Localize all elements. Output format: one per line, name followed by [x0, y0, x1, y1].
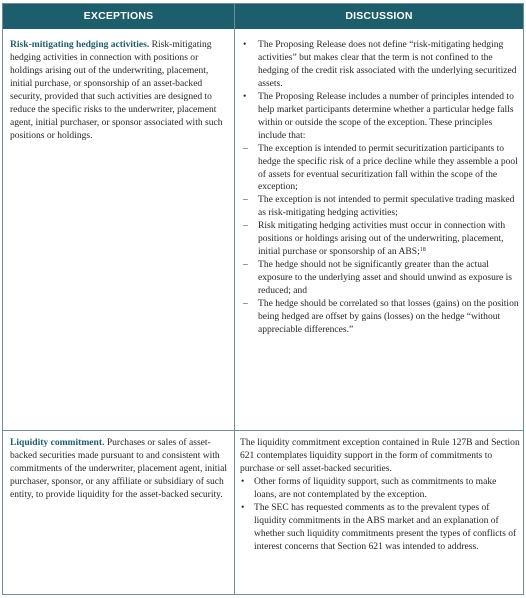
discussion-cell-hedging — [240, 39, 520, 337]
list-item: • Other forms of liquidity support, such as commitments to make loans, are not contemplated by the exception. — [240, 476, 520, 502]
footnote-ref: 18 — [419, 247, 426, 254]
exception-text-hedging: Risk-mitigating hedging activities in connection with positions or holdings arising out of the underwriting, placement, initial purchase, or sponsorship of an asset-backed security, provided that such activities are designed to reduce the specific risks to the underwriter, placement agent, initial purchaser, or sponsor associated with such positions or holdings. — [10, 39, 223, 141]
header-exceptions: EXCEPTIONS — [3, 4, 234, 29]
discussion-bullets-hedging — [240, 39, 520, 143]
row-divider — [3, 430, 523, 431]
discussion-cell-liquidity — [240, 437, 520, 554]
term-hedging: Risk-mitigating hedging activities — [10, 39, 147, 50]
exception-text-liquidity: Purchases or sales of asset-backed securities made pursuant to and consistent with commitments of the underwriter, placement agent, initial purchaser, sponsor, or any affiliate or subsidiary of such entity, to provide liquidity for the asset-backed security. — [10, 437, 228, 500]
discussion-intro-liquidity: The liquidity commitment exception contained in Rule 127B and Section 621 contemplates liquidity support in the form of commitments to purchase or sell asset-backed securities. — [240, 437, 520, 474]
column-divider — [234, 4, 235, 594]
exceptions-table — [2, 3, 524, 595]
list-item — [240, 220, 520, 259]
term-liquidity: Liquidity commitment — [10, 437, 103, 448]
list-item: – The hedge should be correlated so that losses (gains) on the position being hedged are offset by gains (losses) on the hedge “without appreciable differences.” — [240, 298, 520, 337]
header-discussion: DISCUSSION — [235, 4, 523, 29]
list-item: • The Proposing Release includes a number of principles intended to help market participants determine whether a particular hedge falls within or outside the scope of the exception. These principles include that: — [240, 91, 520, 143]
list-item-text: Risk mitigating hedging activities must occur in connection with positions or holdings arising out of the underwriting, placement, initial purchase or sponsorship of an ABS; — [258, 220, 506, 258]
list-item: • The Proposing Release does not define “risk-mitigating hedging activities” but makes clear that the term is not confined to the hedging of the credit risk associated with the underlying securitized assets. — [240, 39, 520, 91]
list-item: • The SEC has requested comments as to the prevalent types of liquidity commitments in the ABS market and an explanation of whether such liquidity commitments present the types of conflicts of interest concerns that Section 621 was intended to address. — [240, 502, 520, 554]
list-item: – The hedge should not be significantly greater than the actual exposure to the underlying asset and should unwind as exposure is reduced; and — [240, 259, 520, 298]
discussion-principles-list — [240, 143, 520, 337]
exception-cell-hedging: Risk-mitigating hedging activities. Risk-mitigating hedging activities in connection with positions or holdings arising out of the underwriting, placement, initial purchase, or sponsorship of an asset-backed security, provided that such activities are designed to reduce the specific risks to the underwriter, placement agent, initial purchaser, or sponsor associated with such positions or holdings. — [10, 39, 223, 141]
list-item: – The exception is intended to permit securitization participants to hedge the specific risk of a price decline while they assemble a pool of assets for eventual securitization fall within the scope of the exception; — [240, 143, 520, 195]
discussion-bullets-liquidity — [240, 476, 520, 554]
exception-cell-liquidity: Liquidity commitment. Purchases or sales of asset-backed securities made pursuant to and consistent with commitments of the underwriter, placement agent, initial purchaser, sponsor, or any affiliate or subsidiary of such entity, to provide liquidity for the asset-backed security. — [10, 437, 228, 500]
list-item: – The exception is not intended to permit speculative trading masked as risk-mitigating hedging activities; — [240, 194, 520, 220]
